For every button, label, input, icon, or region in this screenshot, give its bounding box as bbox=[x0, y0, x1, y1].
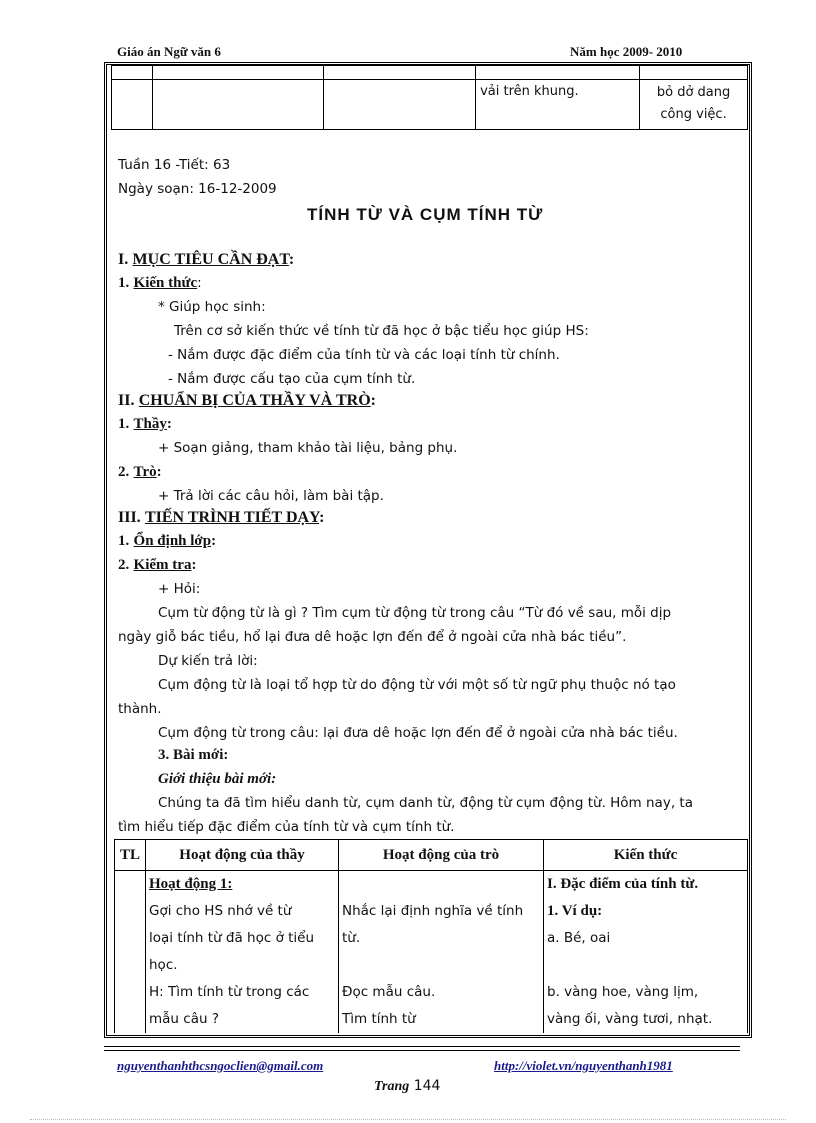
section-2-colon: : bbox=[370, 392, 376, 409]
intro-label: Giới thiệu bài mới: bbox=[158, 771, 277, 787]
header-teacher: Hoạt động của thầy bbox=[146, 840, 339, 871]
page-number-value: 144 bbox=[413, 1078, 441, 1094]
new-lesson-heading: 3. Bài mới: bbox=[158, 747, 229, 763]
header-left: Giáo án Ngữ văn 6 bbox=[117, 44, 221, 59]
question-label: + Hỏi: bbox=[158, 581, 201, 597]
question-line1: Cụm từ động từ là gì ? Tìm cụm từ động từ trong câu “Từ đó về sau, mỗi dịp bbox=[158, 605, 672, 621]
s3-1-title: Ổn định lớp bbox=[133, 533, 212, 549]
section-1-title: MỤC TIÊU CẦN ĐẠT bbox=[132, 251, 289, 268]
header-right: Năm học 2009- 2010 bbox=[570, 44, 683, 59]
student-line-4: Đọc mẫu câu. bbox=[342, 984, 436, 1000]
teacher-line-1: Gợi cho HS nhớ về từ bbox=[149, 903, 292, 919]
page-number bbox=[374, 1078, 440, 1095]
s1-1-number: 1. bbox=[118, 275, 130, 291]
teacher-line-0: Hoạt động 1: bbox=[149, 876, 233, 892]
s1-1-title: Kiến thức bbox=[133, 275, 198, 291]
knowledge-line-4: b. vàng hoe, vàng lịm, bbox=[547, 984, 699, 1000]
knowledge-line-1: 1. Ví dụ: bbox=[547, 903, 603, 919]
knowledge-line-2: a. Bé, oai bbox=[547, 930, 611, 946]
s2-2-number: 2. bbox=[118, 464, 130, 480]
teacher-line-4: H: Tìm tính từ trong các bbox=[149, 984, 310, 1000]
section-3-2-heading bbox=[118, 557, 196, 574]
student-line-2: từ. bbox=[342, 930, 361, 946]
student-line-5: Tìm tính từ bbox=[342, 1011, 416, 1027]
section-2-number: II. bbox=[118, 392, 135, 409]
student-line-3 bbox=[342, 952, 540, 979]
bottom-dotted-rule bbox=[30, 1119, 786, 1120]
cont-cell-activity: vải trên khung. bbox=[476, 80, 640, 130]
activity-table bbox=[114, 839, 748, 1033]
student-line-1: Nhắc lại định nghĩa về tính bbox=[342, 903, 524, 919]
footer-rule-2 bbox=[104, 1050, 740, 1051]
s1-line3: - Nắm được đặc điểm của tính từ và các loại tính từ chính. bbox=[168, 347, 560, 363]
section-2-1-heading bbox=[118, 416, 172, 433]
lesson-title: TÍNH TỪ VÀ CỤM TÍNH TỪ bbox=[307, 205, 544, 224]
student-cell bbox=[339, 871, 544, 1034]
section-3-colon: : bbox=[319, 509, 325, 526]
header-student: Hoạt động của trò bbox=[339, 840, 544, 871]
section-3-heading bbox=[118, 509, 324, 527]
section-1-colon: : bbox=[288, 251, 295, 268]
s2-2-line: + Trả lời các câu hỏi, làm bài tập. bbox=[158, 488, 384, 504]
s1-line1: * Giúp học sinh: bbox=[158, 299, 266, 315]
s1-line4: - Nắm được cấu tạo của cụm tính từ. bbox=[168, 371, 416, 387]
cont-cell-knowledge bbox=[640, 80, 748, 130]
footer-website-link[interactable]: http://violet.vn/nguyenthanh1981 bbox=[494, 1058, 673, 1073]
section-3-1-heading bbox=[118, 533, 216, 550]
s3-1-number: 1. bbox=[118, 533, 130, 549]
intro-line2: tìm hiểu tiếp đặc điểm của tính từ và cụm tính từ. bbox=[118, 819, 455, 835]
section-1-1-heading bbox=[118, 275, 202, 292]
answer-line2: thành. bbox=[118, 701, 162, 717]
s3-1-colon: : bbox=[211, 533, 217, 549]
student-line-0 bbox=[342, 871, 540, 898]
s2-1-line: + Soạn giảng, tham khảo tài liệu, bảng phụ. bbox=[158, 440, 458, 456]
s2-2-colon: : bbox=[156, 464, 162, 480]
s2-1-number: 1. bbox=[118, 416, 130, 432]
cont-knowledge-line1: bỏ dở dang bbox=[656, 85, 731, 100]
section-2-2-heading bbox=[118, 464, 162, 481]
knowledge-line-5: vàng ối, vàng tươi, nhạt. bbox=[547, 1011, 713, 1027]
table-row bbox=[115, 871, 748, 1034]
page-frame bbox=[104, 62, 752, 1038]
cont-knowledge-line2: công việc. bbox=[660, 107, 727, 122]
s3-2-number: 2. bbox=[118, 557, 130, 573]
s3-2-colon: : bbox=[191, 557, 197, 573]
s3-2-title: Kiểm tra bbox=[133, 557, 192, 573]
teacher-line-3: học. bbox=[149, 957, 178, 973]
continued-table bbox=[111, 65, 748, 130]
week-line: Tuần 16 -Tiết: 63 bbox=[118, 157, 231, 173]
s1-1-colon: : bbox=[197, 275, 202, 291]
s2-2-title: Trò bbox=[133, 464, 157, 480]
tl-cell bbox=[115, 871, 146, 1034]
section-1-number: I. bbox=[118, 251, 129, 268]
section-2-title: CHUẨN BỊ CỦA THẦY VÀ TRÒ bbox=[138, 392, 371, 409]
question-line2: ngày giỗ bác tiều, hổ lại đưa dê hoặc lợn đến để ở ngoài cửa nhà bác tiều”. bbox=[118, 629, 627, 645]
section-3-number: III. bbox=[118, 509, 141, 526]
header-knowledge: Kiến thức bbox=[544, 840, 748, 871]
teacher-line-2: loại tính từ đã học ở tiểu bbox=[149, 930, 315, 946]
date-line: Ngày soạn: 16-12-2009 bbox=[118, 181, 277, 197]
page-label: Trang bbox=[374, 1079, 410, 1094]
teacher-cell bbox=[146, 871, 339, 1034]
answer-line3: Cụm động từ trong câu: lại đưa dê hoặc lợn đến để ở ngoài cửa nhà bác tiều. bbox=[158, 725, 678, 741]
footer-email-link[interactable]: nguyenthanhthcsngoclien@gmail.com bbox=[117, 1058, 324, 1073]
s1-line2: Trên cơ sở kiến thức về tính từ đã học ở bậc tiểu học giúp HS: bbox=[174, 323, 589, 339]
teacher-line-5: mẫu câu ? bbox=[149, 1011, 219, 1027]
knowledge-line-3 bbox=[547, 952, 744, 979]
footer-rule-1 bbox=[104, 1046, 740, 1047]
table-header-row bbox=[115, 840, 748, 871]
section-2-heading bbox=[118, 392, 376, 410]
knowledge-cell bbox=[544, 871, 748, 1034]
answer-label: Dự kiến trả lời: bbox=[158, 653, 258, 669]
intro-line1: Chúng ta đã tìm hiểu danh từ, cụm danh từ, động từ cụm động từ. Hôm nay, ta bbox=[158, 795, 693, 811]
knowledge-line-0: I. Đặc điểm của tính từ. bbox=[547, 876, 699, 892]
section-1-heading bbox=[118, 251, 294, 269]
header-tl: TL bbox=[115, 840, 146, 871]
section-3-title: TIẾN TRÌNH TIẾT DẠY bbox=[144, 509, 320, 526]
s2-1-colon: : bbox=[166, 416, 172, 432]
s2-1-title: Thầy bbox=[133, 416, 167, 432]
answer-line1: Cụm động từ là loại tổ hợp từ do động từ với một số từ ngữ phụ thuộc nó tạo bbox=[158, 677, 676, 693]
